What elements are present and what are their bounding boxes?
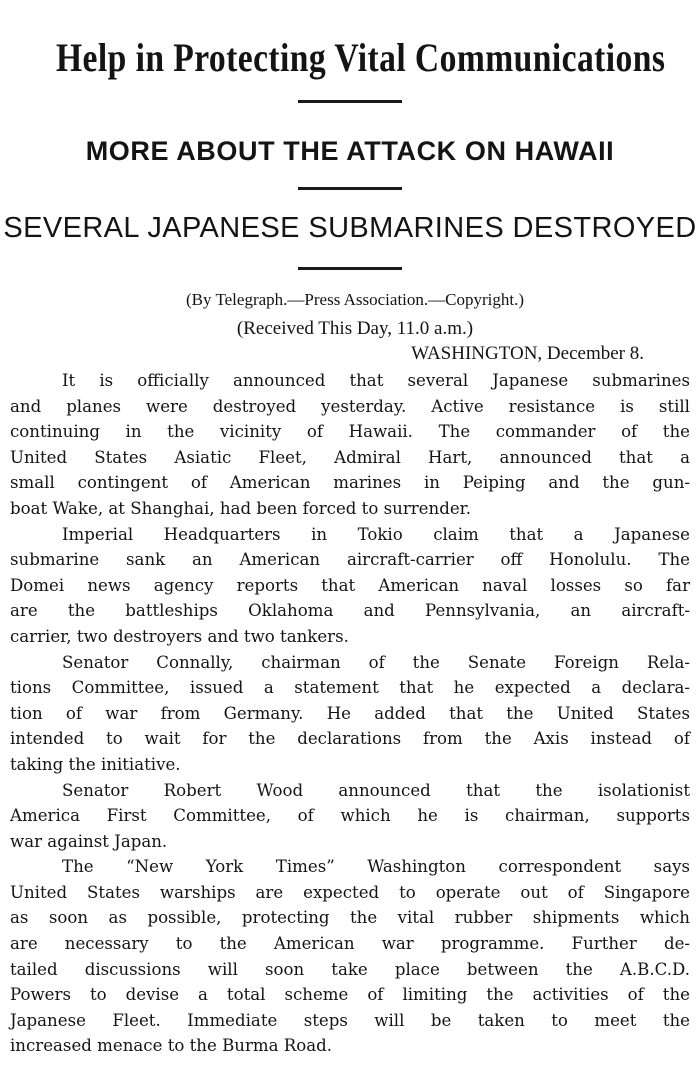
dateline: WASHINGTON, December 8.	[411, 343, 644, 364]
article-line: United States Asiatic Fleet, Admiral Hart, announced that a	[10, 447, 690, 467]
article-line: intended to wait for the declarations from the Axis instead of	[10, 729, 690, 749]
article-line: taking the initiative.	[10, 754, 181, 774]
article-line: are the battleships Oklahoma and Pennsylvania, an aircraft-	[10, 601, 690, 621]
divider-rule	[298, 267, 402, 270]
article-line: Senator Robert Wood announced that the isolationist	[62, 780, 690, 800]
article-line: carrier, two destroyers and two tankers.	[10, 626, 349, 646]
wire-credit: (By Telegraph.—Press Association.—Copyright.)	[186, 290, 524, 309]
article-line: America First Committee, of which he is chairman, supports	[10, 806, 690, 826]
article-body	[10, 368, 690, 1059]
article-line: The “New York Times” Washington correspondent says	[62, 857, 690, 877]
article-line: Japanese Fleet. Immediate steps will be taken to meet the	[10, 1010, 690, 1030]
article-line: tion of war from Germany. He added that the United States	[10, 703, 690, 723]
article-line: Imperial Headquarters in Tokio claim that a Japanese	[62, 524, 690, 544]
article-line: Domei news agency reports that American naval losses so far	[10, 575, 690, 595]
article-line: war against Japan.	[10, 831, 168, 851]
article-line: and planes were destroyed yesterday. Active resistance is still	[10, 396, 690, 416]
article-line: increased menace to the Burma Road.	[10, 1036, 333, 1056]
subheadline: MORE ABOUT THE ATTACK ON HAWAII	[85, 136, 615, 166]
article-line: Powers to devise a total scheme of limiting the activities of the	[10, 985, 690, 1005]
article-line: tailed discussions will soon take place between the A.B.C.D.	[10, 959, 690, 979]
article-line: are necessary to the American war programme. Further de-	[10, 934, 690, 954]
article-line: as soon as possible, protecting the vital rubber shipments which	[10, 908, 690, 928]
divider-rule	[298, 100, 402, 103]
article-line: Senator Connally, chairman of the Senate Foreign Rela-	[62, 652, 690, 672]
article-line: submarine sank an American aircraft-carrier off Honolulu. The	[10, 550, 690, 570]
article-line: United States warships are expected to operate out of Singapore	[10, 882, 690, 902]
article-line: small contingent of American marines in Peiping and the gun-	[10, 473, 690, 493]
divider-rule	[298, 187, 402, 190]
article-line: boat Wake, at Shanghai, had been forced to surrender.	[10, 498, 472, 518]
deck-headline: SEVERAL JAPANESE SUBMARINES DESTROYED	[3, 212, 697, 244]
headline: Help in Protecting Vital Communications	[56, 35, 666, 80]
article-line: tions Committee, issued a statement that he expected a declara-	[10, 678, 690, 698]
article-line: continuing in the vicinity of Hawaii. The commander of the	[10, 422, 690, 442]
received-time: (Received This Day, 11.0 a.m.)	[236, 318, 474, 339]
article-line: It is officially announced that several Japanese submarines	[62, 371, 690, 390]
